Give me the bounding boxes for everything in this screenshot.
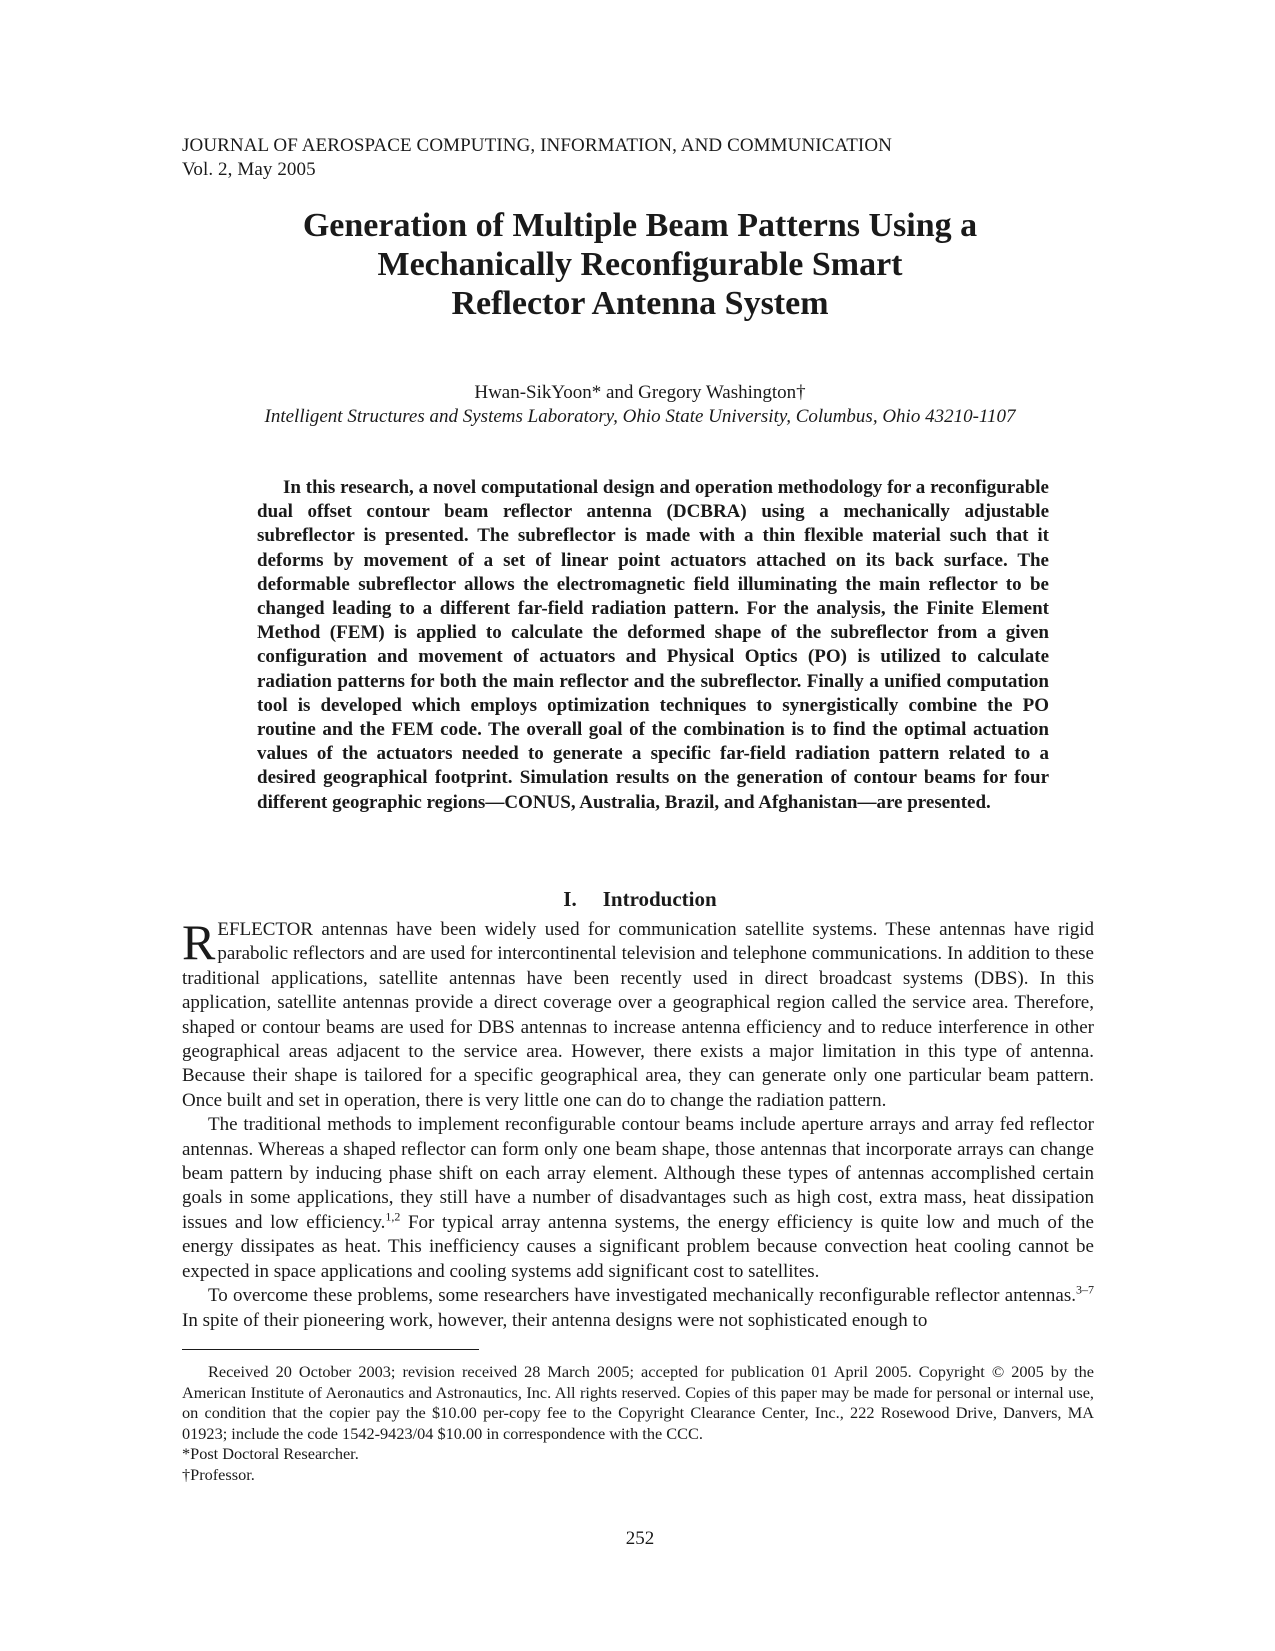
citation-ref: 3–7 (1076, 1282, 1094, 1297)
paragraph-2-text-a: The traditional methods to implement reconfigurable contour beams include aperture arrays and array fed reflector antennas. Whereas a shaped reflector can form only one beam shape, those antennas that incorporate arrays can change beam pattern by inducing phase shift on each array element. Although these types of antennas accomplished certain goals in some applications, they still have a number of disadvantages such as high cost, extra mass, heat dissipation issues and low efficiency. (182, 1114, 1094, 1233)
paragraph-1-text: EFLECTOR antennas have been widely used for communication satellite systems. These antennas have rigid parabolic reflectors and are used for intercontinental television and telephone communications. In addition to these traditional applications, satellite antennas have been recently used in direct broadcast systems (DBS). In this application, satellite antennas provide a direct coverage over a geographical region called the service area. Therefore, shaped or contour beams are used for DBS antennas to increase antenna efficiency and to reduce interference in other geographical areas adjacent to the service area. However, there exists a major limitation in this type of antenna. Because their shape is tailored for a specific geographical area, they can generate only one particular beam pattern. Once built and set in operation, there is very little one can do to change the radiation pattern. (182, 919, 1094, 1111)
paragraph-3 (182, 1284, 1094, 1333)
page-number: 252 (625, 1528, 655, 1549)
paragraph-3-text-b: In spite of their pioneering work, however, their antenna designs were not sophisticated enough to (182, 1309, 928, 1331)
footnote-author-1: *Post Doctoral Researcher. (182, 1444, 359, 1464)
volume-info: Vol. 2, May 2005 (182, 159, 316, 180)
footnote-received: Received 20 October 2003; revision received 28 March 2005; accepted for publication 01 April 2005. Copyright © 2005 by the American Institute of Aeronautics and Astronautics, Inc. All rights reserved. Copies of this paper may be made for personal or internal use, on condition that the copier pay the $10.00 per-copy fee to the Copyright Clearance Center, Inc., 222 Rosewood Drive, Danvers, MA 01923; include the code 1542-9423/04 $10.00 in correspondence with the CCC. (182, 1362, 1094, 1443)
authors: Hwan-SikYoon* and Gregory Washington† (474, 382, 806, 403)
journal-header (182, 134, 892, 182)
affiliation: Intelligent Structures and Systems Laboratory, Ohio State University, Columbus, Ohio 43210-1107 (264, 406, 1016, 427)
title-line-1: Generation of Multiple Beam Patterns Using a (302, 207, 978, 244)
journal-name: JOURNAL OF AEROSPACE COMPUTING, INFORMATION, AND COMMUNICATION (182, 135, 892, 156)
paragraph-1 (182, 914, 1094, 1113)
section-heading (180, 886, 1100, 912)
paragraph-2 (182, 1113, 1094, 1284)
section-number: I. (563, 887, 577, 911)
drop-cap: R (182, 914, 216, 970)
section-title: Introduction (602, 887, 717, 911)
citation-ref: 1,2 (385, 1209, 401, 1224)
title-line-2: Mechanically Reconfigurable Smart (377, 246, 903, 283)
paragraph-3-text-a: To overcome these problems, some researchers have investigated mechanically reconfigurable reflector antennas. (208, 1285, 1076, 1307)
footnote-divider (182, 1349, 479, 1350)
paper-title (200, 206, 1080, 323)
body-text (182, 914, 1094, 1333)
footnote-author-2: †Professor. (182, 1464, 255, 1484)
footnotes (182, 1362, 1094, 1486)
paragraph-2-text-b: For typical array antenna systems, the energy efficiency is quite low and much of the energy dissipates as heat. This inefficiency causes a significant problem because convection heat cooling cannot be expected in space applications and cooling systems add significant cost to satellites. (182, 1211, 1094, 1282)
title-line-3: Reflector Antenna System (451, 285, 829, 322)
abstract: In this research, a novel computational design and operation methodology for a reconfigurable dual offset contour beam reflector antenna (DCBRA) using a mechanically adjustable subreflector is presented. The subreflector is made with a thin flexible material such that it deforms by movement of a set of linear point actuators attached on its back surface. The deformable subreflector allows the electromagnetic field illuminating the main reflector to be changed leading to a different far-field radiation pattern. For the analysis, the Finite Element Method (FEM) is applied to calculate the deformed shape of the subreflector from a given configuration and movement of actuators and Physical Optics (PO) is utilized to calculate radiation patterns for both the main reflector and the subreflector. Finally a unified computation tool is developed which employs optimization techniques to synergistically combine the PO routine and the FEM code. The overall goal of the combination is to find the optimal actuation values of the actuators needed to generate a specific far-field radiation pattern related to a desired geographical footprint. Simulation results on the generation of contour beams for four different geographic regions—CONUS, Australia, Brazil, and Afghanistan—are presented. (257, 477, 1049, 813)
